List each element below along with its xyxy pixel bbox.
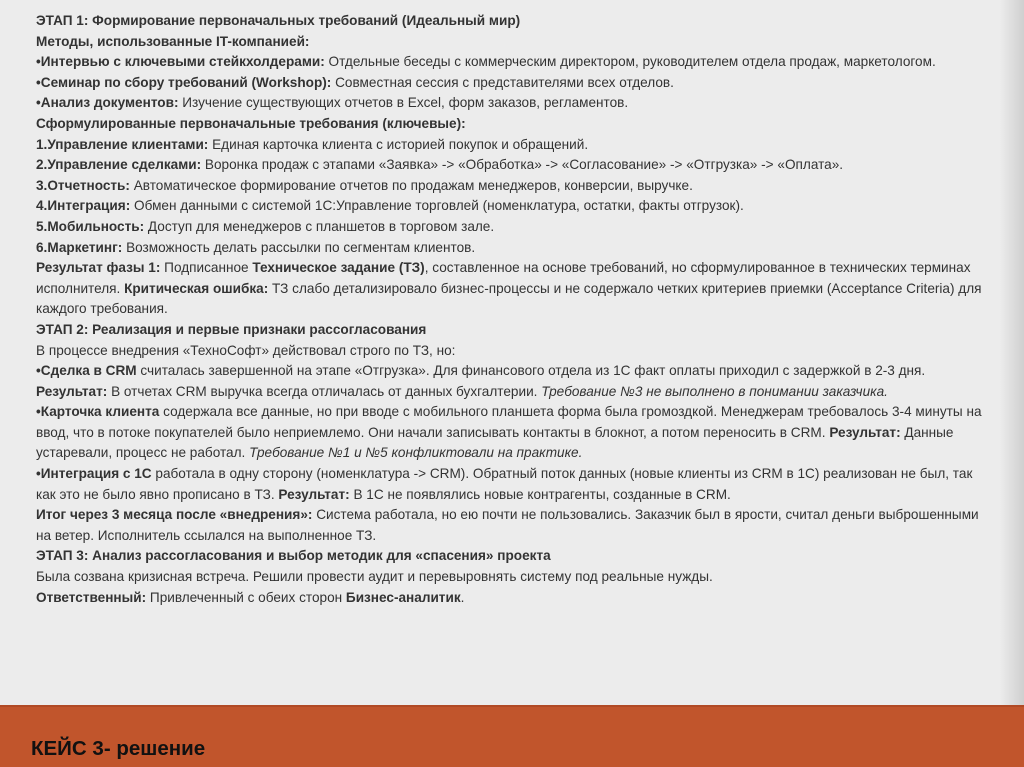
- text-paragraph: [36, 402, 988, 464]
- bold-text-run: Методы, использованные IT-компанией:: [36, 33, 310, 49]
- text-paragraph: [36, 505, 988, 546]
- text-run: работала в одну сторону (номенклатура -> CRM). Обратный поток данных (новые клиенты из CRM в 1С) реализован не был, так как это не было явно прописано в ТЗ.: [36, 466, 973, 502]
- bold-text-run: ЭТАП 2: Реализация и первые признаки рассогласования: [36, 321, 427, 337]
- text-run: Данные устаревали, процесс не работал.: [36, 424, 954, 461]
- text-run: В процессе внедрения «ТехноСофт» действовал строго по ТЗ, но:: [36, 342, 456, 358]
- bold-text-run: Результат:: [36, 383, 108, 399]
- bold-text-run: Критическая ошибка:: [124, 280, 269, 296]
- bold-text-run: •Анализ документов:: [36, 95, 179, 111]
- text-run: Подписанное: [160, 260, 253, 276]
- bold-text-run: •Интервью с ключевыми стейкхолдерами:: [36, 54, 325, 70]
- text-run: Была созвана кризисная встреча. Решили провести аудит и перевыровнять систему под реальные нужды.: [36, 569, 713, 585]
- text-run: считалась завершенной на этапе «Отгрузка». Для финансового отдела из 1С факт оплаты приходил с задержкой в 2-3 дня.: [136, 363, 926, 379]
- bold-text-run: Техническое задание (ТЗ): [252, 260, 425, 276]
- text-paragraph: [36, 32, 988, 53]
- text-paragraph: [36, 567, 988, 588]
- text-paragraph: [36, 217, 988, 238]
- text-paragraph: [36, 155, 988, 176]
- bold-text-run: Сформулированные первоначальные требования (ключевые):: [36, 115, 466, 131]
- bold-text-run: •Интеграция с 1С: [36, 466, 152, 482]
- bold-text-run: 2.Управление сделками:: [36, 157, 202, 173]
- text-run: Возможность делать рассылки по сегментам клиентов.: [122, 239, 476, 255]
- italic-text-run: Требование №3 не выполнено в понимании заказчика.: [541, 383, 888, 399]
- text-paragraph: [36, 73, 988, 94]
- text-run: Единая карточка клиента с историей покупок и обращений.: [208, 136, 589, 152]
- text-run: .: [460, 589, 465, 605]
- bold-text-run: •Сделка в CRM: [36, 363, 137, 379]
- text-paragraph: [36, 135, 988, 156]
- bold-text-run: 1.Управление клиентами:: [36, 136, 209, 152]
- text-run: Автоматическое формирование отчетов по продажам менеджеров, конверсии, выручке.: [129, 177, 693, 193]
- text-paragraph: [36, 238, 988, 259]
- text-run: Совместная сессия с представителями всех отделов.: [331, 74, 674, 90]
- bold-text-run: Результат фазы 1:: [36, 260, 161, 276]
- text-run: В отчетах CRM выручка всегда отличалась от данных бухгалтерии.: [107, 383, 542, 399]
- text-run: Отдельные беседы с коммерческим директором, руководителем отдела продаж, маркетологом.: [324, 54, 936, 70]
- text-paragraph: [36, 176, 988, 197]
- text-paragraph: [36, 320, 988, 341]
- text-paragraph: [36, 196, 988, 217]
- slide-edge-shadow: [1000, 0, 1024, 705]
- text-paragraph: [36, 93, 988, 114]
- text-run: Доступ для менеджеров с планшетов в торговом зале.: [144, 218, 495, 234]
- text-paragraph: [36, 52, 988, 73]
- bold-text-run: Итог через 3 месяца после «внедрения»:: [36, 507, 313, 523]
- bold-text-run: Результат:: [829, 424, 901, 440]
- text-paragraph: [36, 341, 988, 362]
- text-paragraph: [36, 464, 988, 505]
- text-run: , составленное на основе требований, но сформулированное в технических терминах исполнителя.: [36, 260, 971, 296]
- bold-text-run: Ответственный:: [36, 589, 147, 605]
- bold-text-run: 5.Мобильность:: [36, 218, 145, 234]
- footer-band: [0, 705, 1024, 767]
- slide-title: КЕЙС 3- решение: [31, 737, 206, 760]
- bold-text-run: •Семинар по сбору требований (Workshop):: [36, 74, 332, 90]
- text-paragraph: [36, 114, 988, 135]
- bold-text-run: Бизнес-аналитик: [345, 589, 461, 605]
- bold-text-run: 6.Маркетинг:: [36, 239, 123, 255]
- text-run: Привлеченный с обеих сторон: [146, 589, 346, 605]
- text-paragraph: [36, 258, 988, 320]
- text-paragraph: [36, 588, 988, 609]
- italic-text-run: Требование №1 и №5 конфликтовали на практике.: [249, 445, 583, 461]
- bold-text-run: ЭТАП 1: Формирование первоначальных требований (Идеальный мир): [36, 13, 521, 28]
- bold-text-run: Результат:: [278, 486, 350, 502]
- text-run: ТЗ слабо детализировало бизнес-процессы и не содержало четких критериев приемки (Acceptance Criteria) для каждого требования.: [36, 280, 982, 317]
- bold-text-run: •Карточка клиента: [36, 404, 160, 420]
- bold-text-run: 4.Интеграция:: [36, 198, 131, 214]
- text-paragraph: [36, 361, 988, 402]
- text-run: Воронка продаж с этапами «Заявка» -> «Обработка» -> «Согласование» -> «Отгрузка» -> «Оплата».: [201, 157, 844, 173]
- text-paragraph: [36, 546, 988, 567]
- text-run: Обмен данными с системой 1С:Управление торговлей (номенклатура, остатки, факты отгрузок).: [130, 198, 744, 214]
- slide-body-text: [36, 11, 988, 608]
- text-run: Изучение существующих отчетов в Excel, форм заказов, регламентов.: [178, 95, 629, 111]
- bold-text-run: ЭТАП 3: Анализ рассогласования и выбор методик для «спасения» проекта: [36, 548, 551, 564]
- text-run: В 1С не появлялись новые контрагенты, созданные в CRM.: [349, 486, 731, 502]
- text-paragraph: [36, 11, 988, 32]
- text-run: содержала все данные, но при вводе с мобильного планшета форма была громоздкой. Менеджерам требовалось 3-4 минуты на ввод, что в потоке покупателей было неприемлемо. Они начали записывать контакты в блокнот, а потом переносить в CRM.: [36, 404, 982, 440]
- text-run: Система работала, но ею почти не пользовались. Заказчик был в ярости, считал деньги выброшенными на ветер. Исполнитель ссылался на выполненное ТЗ.: [36, 507, 979, 543]
- bold-text-run: 3.Отчетность:: [36, 177, 130, 193]
